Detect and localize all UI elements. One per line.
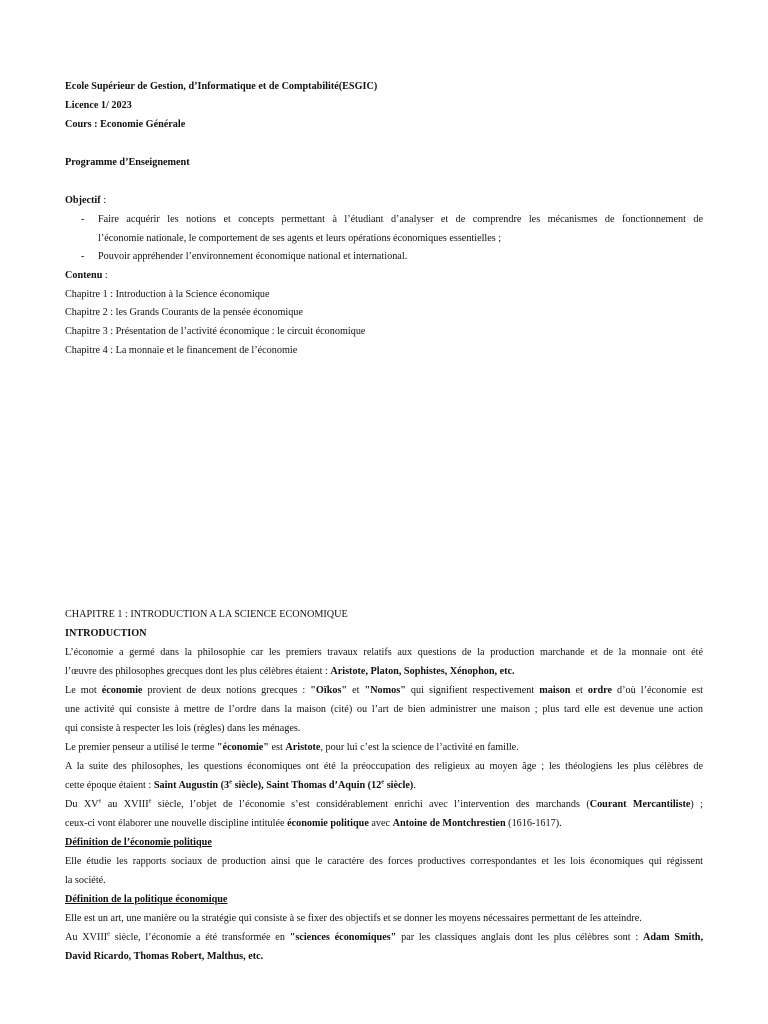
intro-paragraph-1-line-2: l’œuvre des philosophes grecques dont les plus célèbres étaient : Aristote, Platon, Sophistes, Xénophon, etc. <box>65 666 515 677</box>
programme-title: Programme d’Enseignement <box>65 157 190 168</box>
intro-paragraph-2-line-2: une activité qui consiste à mettre de l’ordre dans la maison (cité) ou l’art de bien administrer une maison ; plus tard elle est devenue une action <box>65 704 703 715</box>
objectif-heading: Objectif : <box>65 195 107 206</box>
definition-2-line-1: Elle est un art, une manière ou la stratégie qui consiste à se fixer des objectifs et se donner les moyens nécessaires permettant de les atteindre. <box>65 913 642 924</box>
definition-politique-economique-heading: Définition de la politique économique <box>65 894 228 905</box>
chapter-item-1: Chapitre 1 : Introduction à la Science économique <box>65 289 270 300</box>
chapter-item-4: Chapitre 4 : La monnaie et le financement de l’économie <box>65 345 298 356</box>
chapter-1-title: CHAPITRE 1 : INTRODUCTION A LA SCIENCE ECONOMIQUE <box>65 609 348 620</box>
objective-1-line-1: Faire acquérir les notions et concepts permettant à l’étudiant d’analyser et de comprendre les mécanismes de fonctionnement de <box>98 214 703 225</box>
chapter-item-3: Chapitre 3 : Présentation de l’activité économique : le circuit économique <box>65 326 366 337</box>
contenu-heading: Contenu : <box>65 270 108 281</box>
intro-paragraph-5-line-2: ceux-ci vont élaborer une nouvelle discipline intitulée économie politique avec Antoine de Montchrestien (1616-1617). <box>65 818 562 829</box>
licence-year: Licence 1/ 2023 <box>65 100 132 111</box>
school-name: Ecole Supérieur de Gestion, d’Informatique et de Comptabilité(ESGIC) <box>65 81 378 92</box>
definition-1-line-1: Elle étudie les rapports sociaux de production ainsi que le caractère des forces productives correspondantes et les lois économiques qui régissent <box>65 856 703 867</box>
bullet-dash-2: - <box>81 251 85 262</box>
intro-paragraph-3: Le premier penseur a utilisé le terme "économie" est Aristote, pour lui c’est la science de l’activité en famille. <box>65 742 519 753</box>
intro-paragraph-6-line-1: Au XVIIIe siècle, l’économie a été transformée en "sciences économiques" par les classiques anglais dont les plus célèbres sont : Adam Smith, <box>65 930 703 943</box>
definition-1-line-2: la société. <box>65 875 106 886</box>
intro-paragraph-4-line-2: cette époque étaient : Saint Augustin (3e siècle), Saint Thomas d’Aquin (12e siècle). <box>65 778 416 791</box>
intro-paragraph-2-line-1: Le mot économie provient de deux notions grecques : "Oïkos" et "Nomos" qui signifient respectivement maison et ordre d’où l’économie est <box>65 685 703 696</box>
intro-paragraph-6-line-2: David Ricardo, Thomas Robert, Malthus, etc. <box>65 951 264 962</box>
intro-paragraph-2-line-3: qui consiste à respecter les lois (règles) dans les ménages. <box>65 723 301 734</box>
intro-paragraph-5-line-1: Du XVe au XVIIIe siècle, l’objet de l’économie s’est considérablement enrichi avec l’intervention des marchands (Courant Mercantiliste) ; <box>65 797 703 810</box>
chapter-item-2: Chapitre 2 : les Grands Courants de la pensée économique <box>65 307 303 318</box>
definition-economie-politique-heading: Définition de l’économie politique <box>65 837 212 848</box>
objective-2: Pouvoir appréhender l’environnement économique national et international. <box>98 251 408 262</box>
introduction-heading: INTRODUCTION <box>65 628 147 639</box>
intro-paragraph-4-line-1: A la suite des philosophes, les questions économiques ont été la préoccupation des religieux au moyen âge ; les théologiens les plus célèbres de <box>65 761 703 772</box>
course-title: Cours : Economie Générale <box>65 119 186 130</box>
objective-1-line-2: l’économie nationale, le comportement de ses agents et leurs opérations économiques essentielles ; <box>98 233 502 244</box>
intro-paragraph-1-line-1: L’économie a germé dans la philosophie car les premiers travaux relatifs aux questions de la production marchande et de la monnaie ont été <box>65 647 703 658</box>
bullet-dash-1: - <box>81 214 85 225</box>
